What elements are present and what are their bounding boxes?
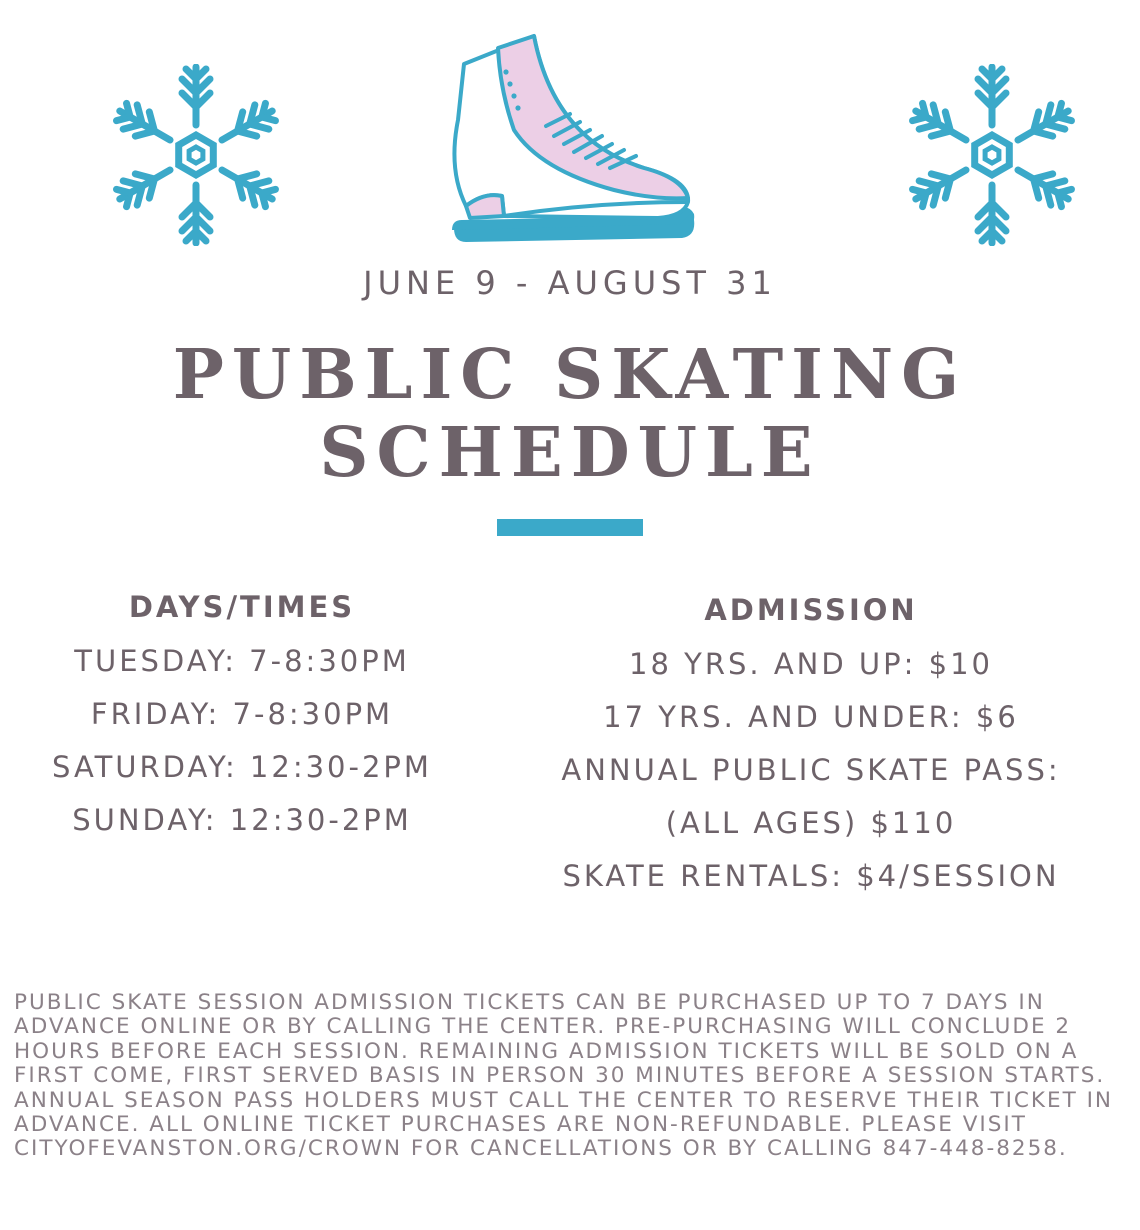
snowflake-icon (908, 64, 1076, 246)
days-times-heading: DAYS/TIMES (128, 590, 356, 624)
date-range: JUNE 9 - AUGUST 31 (363, 264, 777, 302)
admission-item: SKATE RENTALS: $4/SESSION (562, 859, 1060, 893)
divider (497, 519, 643, 536)
schedule-item: SATURDAY: 12:30-2PM (52, 750, 432, 784)
admission-section (508, 588, 1114, 903)
admission-item: (ALL AGES) $110 (665, 806, 957, 840)
schedule-item: FRIDAY: 7-8:30PM (90, 697, 394, 731)
admission-item: 18 YRS. AND UP: $10 (629, 647, 993, 681)
fine-print: PUBLIC SKATE SESSION ADMISSION TICKETS CAN BE PURCHASED UP TO 7 DAYS IN ADVANCE ONLINE OR BY CALLING THE CENTER. PRE-PURCHASING WILL CONCLUDE 2 HOURS BEFORE EACH SESSION. REMAINING ADMISSION TICKETS WILL BE SOLD ON A FIRST COME, FIRST SERVED BASIS IN PERSON 30 MINUTES BEFORE A SESSION STARTS. ANNUAL SEASON PASS HOLDERS MUST CALL THE CENTER TO RESERVE THEIR TICKET IN ADVANCE. ALL ONLINE TICKET PURCHASES ARE NON-REFUNDABLE. PLEASE VISIT CITYOFEVANSTON.ORG/CROWN FOR CANCELLATIONS OR BY CALLING 847-448-8258. (14, 990, 1114, 1162)
title-line-1: PUBLIC SKATING (172, 335, 968, 415)
snowflake-icon (112, 64, 280, 246)
admission-item: ANNUAL PUBLIC SKATE PASS: (561, 753, 1061, 787)
schedule-item: SUNDAY: 12:30-2PM (72, 803, 412, 837)
ice-skate-icon (444, 30, 700, 248)
page-title (0, 336, 1140, 492)
days-times-section (12, 585, 472, 847)
schedule-item: TUESDAY: 7-8:30PM (74, 644, 410, 678)
admission-item: 17 YRS. AND UNDER: $6 (603, 700, 1019, 734)
admission-heading: ADMISSION (704, 593, 918, 627)
title-line-2: SCHEDULE (319, 413, 821, 493)
